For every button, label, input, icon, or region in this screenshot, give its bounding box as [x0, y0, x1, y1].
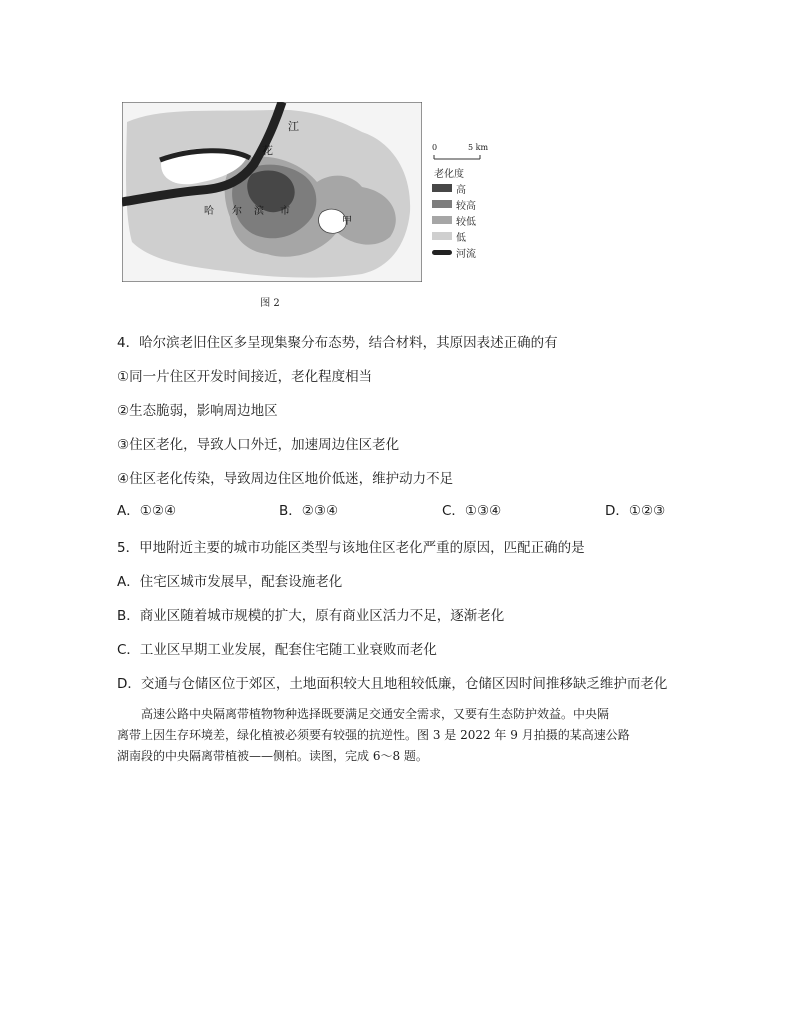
swatch-icon: [432, 232, 452, 240]
legend-label: 较低: [456, 216, 476, 228]
map-label-hua: 花: [262, 144, 273, 157]
legend-label: 高: [456, 184, 466, 196]
map-label-er: 尔: [232, 206, 242, 217]
figure-caption: 图 2: [260, 298, 280, 309]
q5-option-b[interactable]: B．商业区随着城市规模的扩大，原有商业区活力不足，逐渐老化: [117, 608, 505, 624]
q4-option-b[interactable]: B．②③④: [279, 503, 339, 519]
q4-stem: 4．哈尔滨老旧住区多呈现集聚分布态势，结合材料，其原因表述正确的有: [117, 335, 558, 351]
legend-label: 较高: [456, 200, 476, 212]
q4-option-a[interactable]: A．①②④: [117, 503, 177, 519]
aging-map: [122, 102, 422, 282]
swatch-icon: [432, 200, 452, 208]
q4-item-1: ①同一片住区开发时间接近，老化程度相当: [117, 369, 373, 385]
q4-item-2: ②生态脆弱，影响周边地区: [117, 403, 278, 419]
q4-option-c[interactable]: C．①③④: [442, 503, 502, 519]
legend-label: 低: [456, 232, 466, 244]
q5-option-d[interactable]: D．交通与仓储区位于郊区，土地面积较大且地租较低廉，仓储区因时间推移缺乏维护而老化: [117, 676, 668, 692]
legend-item-river: [432, 245, 476, 259]
map-label-ha: 哈: [204, 206, 214, 217]
q5-stem: 5．甲地附近主要的城市功能区类型与该地住区老化严重的原因，匹配正确的是: [117, 540, 585, 556]
swatch-icon: [432, 184, 452, 192]
q4-item-3: ③住区老化，导致人口外迁，加速周边住区老化: [117, 437, 400, 453]
figure-2: [120, 88, 500, 320]
legend-label: 河流: [456, 248, 476, 260]
q5-option-c[interactable]: C．工业区早期工业发展，配套住宅随工业衰败而老化: [117, 642, 437, 658]
passage-line-2: 离带上因生存环境差，绿化植被必须要有较强的抗逆性。图 3 是 2022 年 9 月拍摄的某高速公路: [117, 728, 630, 742]
passage: [117, 704, 685, 767]
map-label-bin: 滨: [254, 206, 264, 217]
legend-item-lower: [432, 213, 476, 227]
map-label-jiang: 江: [288, 120, 299, 133]
scale-five: 5 km: [468, 143, 489, 152]
q4-options: [117, 499, 677, 519]
river-icon: [432, 250, 452, 255]
legend-item-low: [432, 229, 466, 243]
q4-option-d[interactable]: D．①②③: [605, 503, 666, 519]
map-label-jia: 甲: [342, 216, 352, 227]
legend-item-high: [432, 181, 466, 195]
passage-line-3: 湖南段的中央隔离带植被——侧柏。读图，完成 6～8 题。: [117, 749, 428, 763]
passage-line-1: 高速公路中央隔离带植物物种选择既要满足交通安全需求，又要有生态防护效益。中央隔: [141, 707, 610, 721]
legend-item-higher: [432, 197, 476, 211]
scale-bar: [432, 143, 512, 163]
map-label-shi: 市: [280, 206, 290, 217]
q4-item-4: ④住区老化传染，导致周边住区地价低迷，维护动力不足: [117, 471, 454, 487]
legend-title: 老化度: [434, 169, 464, 180]
q5-option-a[interactable]: A．住宅区城市发展早，配套设施老化: [117, 574, 343, 590]
swatch-icon: [432, 216, 452, 224]
scale-zero: 0: [432, 143, 438, 152]
